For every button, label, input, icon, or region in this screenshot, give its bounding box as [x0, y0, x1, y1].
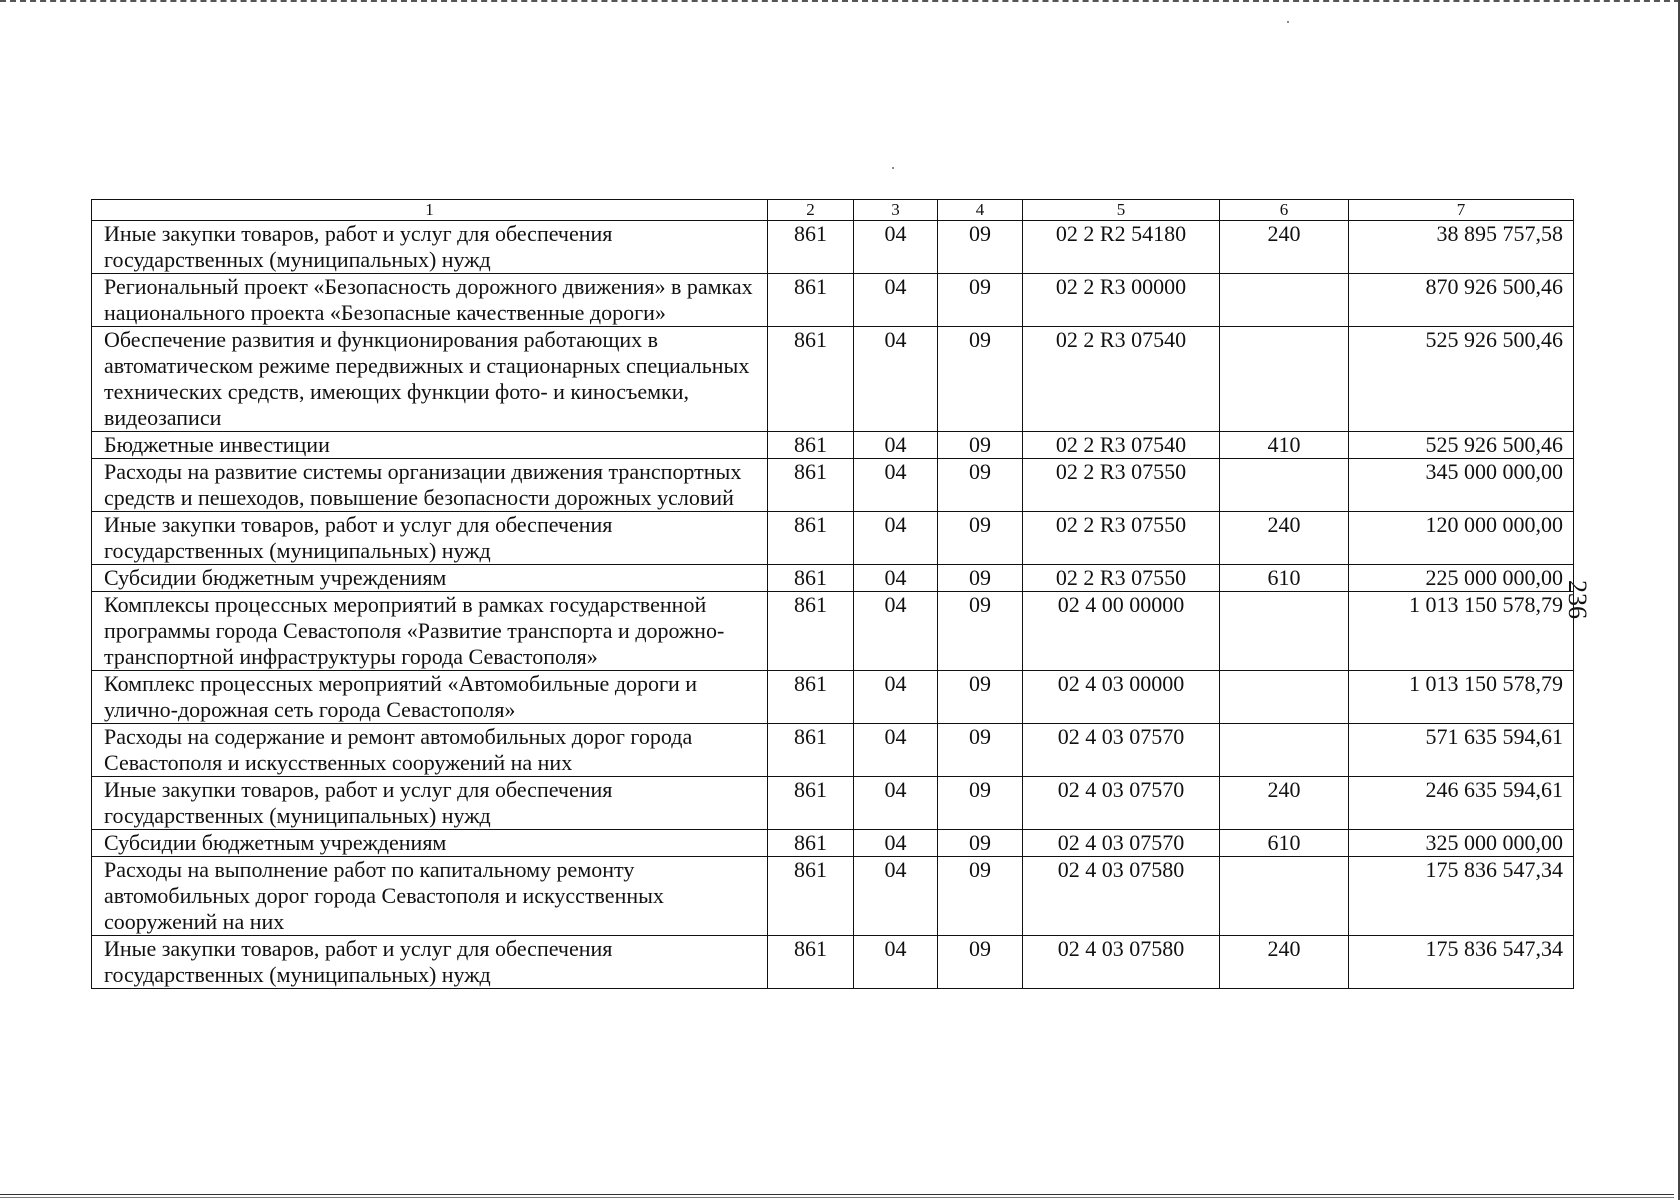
table-row [92, 857, 1574, 936]
expense-name-cell: Иные закупки товаров, работ и услуг для обеспечения государственных (муниципальных) нужд [92, 512, 768, 565]
amount-cell: 175 836 547,34 [1349, 936, 1574, 989]
target-article-cell: 02 4 03 07570 [1023, 724, 1220, 777]
expense-kind-cell: 240 [1220, 936, 1349, 989]
table-row [92, 592, 1574, 671]
target-article-cell: 02 2 R3 07550 [1023, 512, 1220, 565]
amount-cell: 120 000 000,00 [1349, 512, 1574, 565]
header-cell: 1 [92, 200, 768, 221]
section-code-cell: 04 [854, 857, 938, 936]
expense-name-cell: Расходы на содержание и ремонт автомобильных дорог города Севастополя и искусственных сооружений на них [92, 724, 768, 777]
expense-kind-cell: 240 [1220, 512, 1349, 565]
target-article-cell: 02 2 R3 07550 [1023, 459, 1220, 512]
subsection-code-cell: 09 [938, 592, 1023, 671]
admin-code-cell: 861 [768, 777, 854, 830]
header-cell: 7 [1349, 200, 1574, 221]
expense-name-cell: Комплексы процессных мероприятий в рамках государственной программы города Севастополя «Развитие транспорта и дорожно-транспортной инфраструктуры города Севастополя» [92, 592, 768, 671]
expense-name-cell: Бюджетные инвестиции [92, 432, 768, 459]
expense-name-cell: Расходы на выполнение работ по капитальному ремонту автомобильных дорог города Севастополя и искусственных сооружений на них [92, 857, 768, 936]
amount-cell: 325 000 000,00 [1349, 830, 1574, 857]
table-row [92, 671, 1574, 724]
expense-kind-cell: 610 [1220, 565, 1349, 592]
expense-kind-cell [1220, 724, 1349, 777]
header-cell: 4 [938, 200, 1023, 221]
subsection-code-cell: 09 [938, 327, 1023, 432]
expense-name-cell: Иные закупки товаров, работ и услуг для обеспечения государственных (муниципальных) нужд [92, 221, 768, 274]
target-article-cell: 02 2 R3 07540 [1023, 327, 1220, 432]
expense-kind-cell: 240 [1220, 777, 1349, 830]
section-code-cell: 04 [854, 221, 938, 274]
scan-top-edge [0, 0, 1680, 2]
target-article-cell: 02 2 R3 07550 [1023, 565, 1220, 592]
table-header-row [92, 200, 1574, 221]
expense-name-cell: Иные закупки товаров, работ и услуг для обеспечения государственных (муниципальных) нужд [92, 936, 768, 989]
admin-code-cell: 861 [768, 274, 854, 327]
section-code-cell: 04 [854, 777, 938, 830]
expense-kind-cell: 240 [1220, 221, 1349, 274]
amount-cell: 1 013 150 578,79 [1349, 671, 1574, 724]
header-cell: 6 [1220, 200, 1349, 221]
subsection-code-cell: 09 [938, 724, 1023, 777]
target-article-cell: 02 4 03 07570 [1023, 777, 1220, 830]
subsection-code-cell: 09 [938, 274, 1023, 327]
table-row [92, 512, 1574, 565]
expense-kind-cell [1220, 592, 1349, 671]
section-code-cell: 04 [854, 432, 938, 459]
section-code-cell: 04 [854, 936, 938, 989]
target-article-cell: 02 4 03 07580 [1023, 936, 1220, 989]
expense-name-cell: Региональный проект «Безопасность дорожного движения» в рамках национального проекта «Безопасные качественные дороги» [92, 274, 768, 327]
scan-bottom-edge [0, 1194, 1674, 1195]
subsection-code-cell: 09 [938, 565, 1023, 592]
scan-speck [1287, 21, 1289, 23]
admin-code-cell: 861 [768, 459, 854, 512]
expense-kind-cell [1220, 671, 1349, 724]
table-row [92, 830, 1574, 857]
admin-code-cell: 861 [768, 724, 854, 777]
admin-code-cell: 861 [768, 592, 854, 671]
admin-code-cell: 861 [768, 857, 854, 936]
admin-code-cell: 861 [768, 671, 854, 724]
admin-code-cell: 861 [768, 936, 854, 989]
admin-code-cell: 861 [768, 221, 854, 274]
table-row [92, 327, 1574, 432]
section-code-cell: 04 [854, 724, 938, 777]
section-code-cell: 04 [854, 671, 938, 724]
target-article-cell: 02 4 00 00000 [1023, 592, 1220, 671]
amount-cell: 870 926 500,46 [1349, 274, 1574, 327]
table-row [92, 777, 1574, 830]
amount-cell: 38 895 757,58 [1349, 221, 1574, 274]
expense-kind-cell [1220, 459, 1349, 512]
expense-kind-cell [1220, 274, 1349, 327]
amount-cell: 246 635 594,61 [1349, 777, 1574, 830]
amount-cell: 525 926 500,46 [1349, 327, 1574, 432]
section-code-cell: 04 [854, 274, 938, 327]
expense-kind-cell: 410 [1220, 432, 1349, 459]
table-row [92, 936, 1574, 989]
expense-kind-cell [1220, 857, 1349, 936]
table-row [92, 565, 1574, 592]
amount-cell: 345 000 000,00 [1349, 459, 1574, 512]
target-article-cell: 02 4 03 07570 [1023, 830, 1220, 857]
section-code-cell: 04 [854, 830, 938, 857]
amount-cell: 525 926 500,46 [1349, 432, 1574, 459]
table-row [92, 459, 1574, 512]
admin-code-cell: 861 [768, 327, 854, 432]
admin-code-cell: 861 [768, 830, 854, 857]
subsection-code-cell: 09 [938, 936, 1023, 989]
section-code-cell: 04 [854, 592, 938, 671]
amount-cell: 225 000 000,00 [1349, 565, 1574, 592]
expense-name-cell: Обеспечение развития и функционирования работающих в автоматическом режиме передвижных и стационарных специальных технических средств, имеющих функции фото- и киносъемки, видеозаписи [92, 327, 768, 432]
scan-speck [892, 167, 894, 169]
expense-name-cell: Комплекс процессных мероприятий «Автомобильные дороги и улично-дорожная сеть города Севастополя» [92, 671, 768, 724]
table-row [92, 724, 1574, 777]
expense-kind-cell: 610 [1220, 830, 1349, 857]
subsection-code-cell: 09 [938, 671, 1023, 724]
section-code-cell: 04 [854, 565, 938, 592]
budget-table [91, 199, 1574, 989]
table-row [92, 274, 1574, 327]
subsection-code-cell: 09 [938, 857, 1023, 936]
subsection-code-cell: 09 [938, 221, 1023, 274]
header-cell: 2 [768, 200, 854, 221]
subsection-code-cell: 09 [938, 432, 1023, 459]
table-body [92, 200, 1574, 989]
section-code-cell: 04 [854, 327, 938, 432]
header-cell: 3 [854, 200, 938, 221]
header-cell: 5 [1023, 200, 1220, 221]
expense-name-cell: Расходы на развитие системы организации движения транспортных средств и пешеходов, повышение безопасности дорожных условий [92, 459, 768, 512]
target-article-cell: 02 2 R3 00000 [1023, 274, 1220, 327]
target-article-cell: 02 2 R3 07540 [1023, 432, 1220, 459]
expense-kind-cell [1220, 327, 1349, 432]
table-row [92, 221, 1574, 274]
admin-code-cell: 861 [768, 565, 854, 592]
amount-cell: 571 635 594,61 [1349, 724, 1574, 777]
expense-name-cell: Иные закупки товаров, работ и услуг для обеспечения государственных (муниципальных) нужд [92, 777, 768, 830]
section-code-cell: 04 [854, 459, 938, 512]
target-article-cell: 02 2 R2 54180 [1023, 221, 1220, 274]
subsection-code-cell: 09 [938, 830, 1023, 857]
scan-bottom-edge-secondary [0, 1197, 1674, 1198]
expense-name-cell: Субсидии бюджетным учреждениям [92, 830, 768, 857]
amount-cell: 1 013 150 578,79 [1349, 592, 1574, 671]
subsection-code-cell: 09 [938, 459, 1023, 512]
admin-code-cell: 861 [768, 432, 854, 459]
amount-cell: 175 836 547,34 [1349, 857, 1574, 936]
target-article-cell: 02 4 03 00000 [1023, 671, 1220, 724]
admin-code-cell: 861 [768, 512, 854, 565]
expense-name-cell: Субсидии бюджетным учреждениям [92, 565, 768, 592]
subsection-code-cell: 09 [938, 777, 1023, 830]
section-code-cell: 04 [854, 512, 938, 565]
target-article-cell: 02 4 03 07580 [1023, 857, 1220, 936]
subsection-code-cell: 09 [938, 512, 1023, 565]
table-row [92, 432, 1574, 459]
page-number: 236 [1563, 580, 1592, 619]
